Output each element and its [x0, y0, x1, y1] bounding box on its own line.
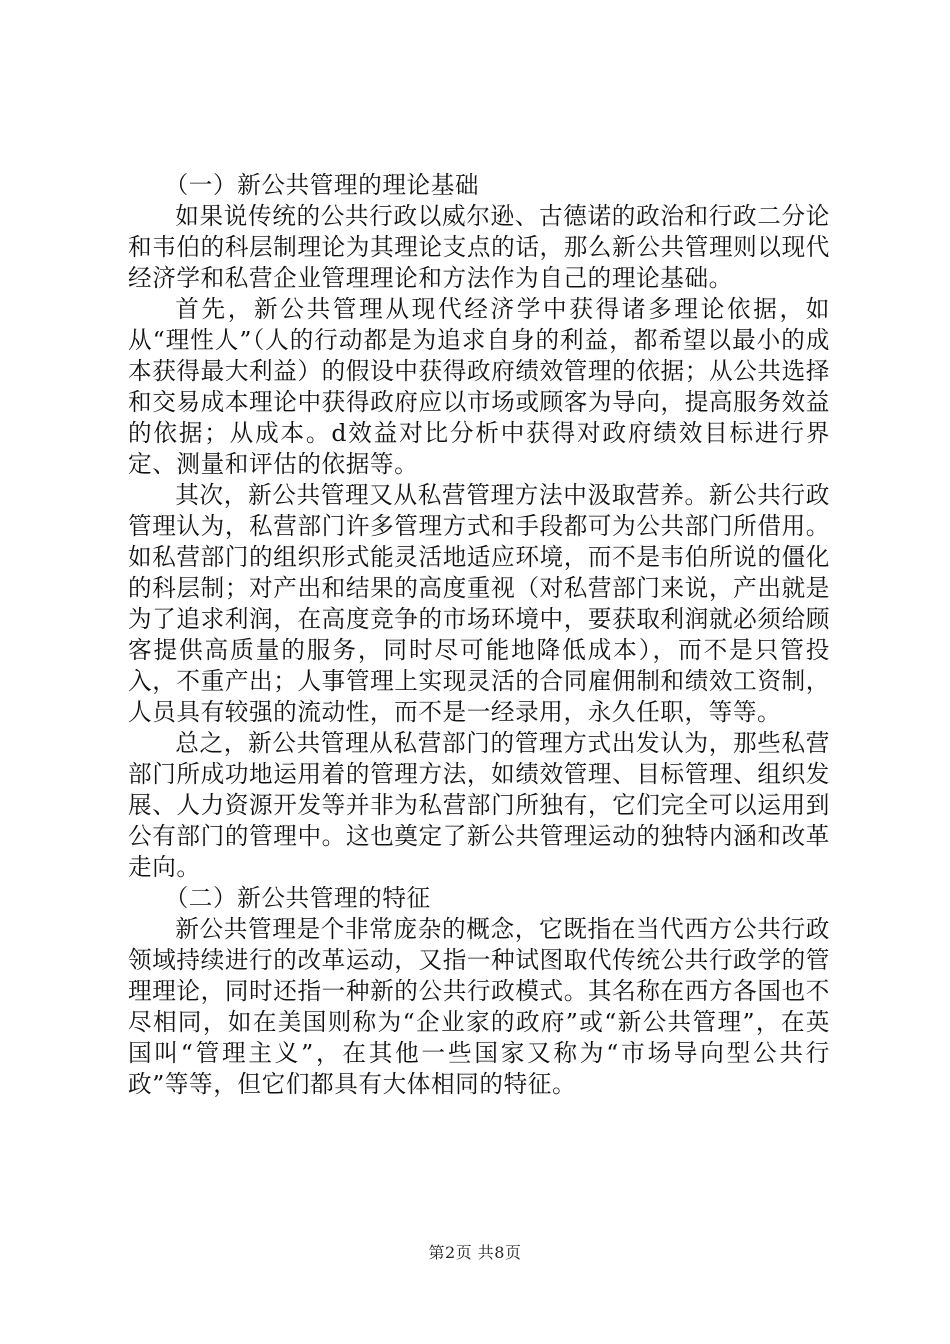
paragraph-intro: 如果说传统的公共行政以威尔逊、古德诺的政治和行政二分论和韦伯的科层制理论为其理论支点的话，那么新公共管理则以现代经济学和私营企业管理理论和方法作为自己的理论基础。 [128, 202, 830, 292]
paragraph-summary: 总之，新公共管理从私营部门的管理方式出发认为，那些私营部门所成功地运用着的管理方法，如绩效管理、目标管理、组织发展、人力资源开发等并非为私营部门所独有，它们完全可以运用到公有部门的管理中。这也奠定了新公共管理运动的独特内涵和改革走向。 [128, 729, 830, 881]
paragraph-second: 其次，新公共管理又从私营管理方法中汲取营养。新公共行政管理认为，私营部门许多管理方式和手段都可为公共部门所借用。如私营部门的组织形式能灵活地适应环境，而不是韦伯所说的僵化的科层制；对产出和结果的高度重视（对私营部门来说，产出就是为了追求利润，在高度竞争的市场环境中，要获取利润就必须给顾客提供高质量的服务，同时尽可能地降低成本），而不是只管投入，不重产出；人事管理上实现灵活的合同雇佣制和绩效工资制，人员具有较强的流动性，而不是一经录用，永久任职，等等。 [128, 481, 830, 726]
paragraph-first: 首先，新公共管理从现代经济学中获得诸多理论依据，如从“理性人”（人的行动都是为追求自身的利益，都希望以最小的成本获得最大利益）的假设中获得政府绩效管理的依据；从公共选择和交易成本理论中获得政府应以市场或顾客为导向，提高服务效益的依据；从成本。d效益对比分析中获得对政府绩效目标进行界定、测量和评估的依据等。 [128, 295, 830, 478]
document-body [128, 170, 830, 1100]
section-heading-1: （一）新公共管理的理论基础 [164, 171, 480, 199]
section-heading-2: （二）新公共管理的特征 [164, 884, 431, 912]
page-footer: 第2页 共8页 [428, 1243, 522, 1262]
paragraph-features: 新公共管理是个非常庞杂的概念，它既指在当代西方公共行政领域持续进行的改革运动，又指一种试图取代传统公共行政学的管理理论，同时还指一种新的公共行政模式。其名称在西方各国也不尽相同，如在美国则称为“企业家的政府”或“新公共管理”，在英国叫“管理主义”，在其他一些国家又称为“市场导向型公共行政”等等，但它们都具有大体相同的特征。 [128, 915, 830, 1098]
